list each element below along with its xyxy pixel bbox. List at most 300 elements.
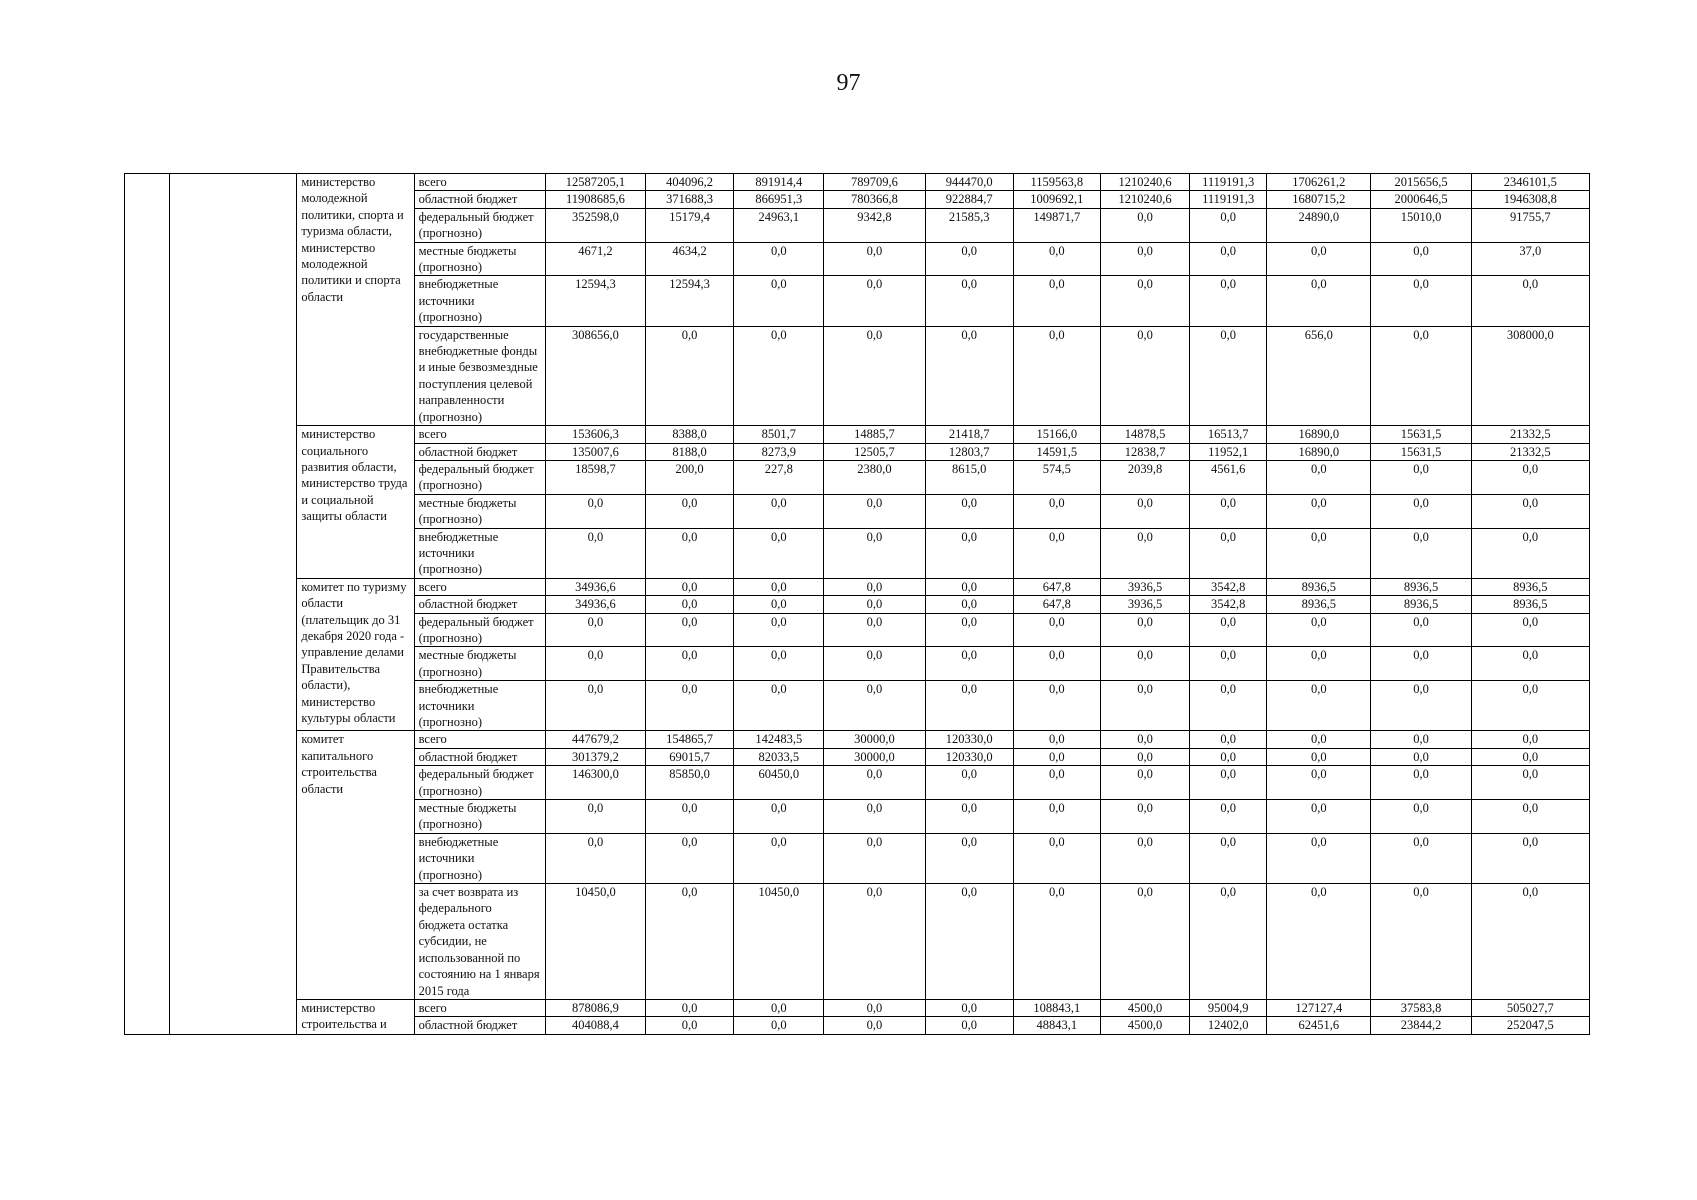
year-value-cell: 154865,7 (646, 731, 734, 748)
year-value-cell: 0,0 (1190, 276, 1267, 326)
funding-source-cell: областной бюджет (414, 748, 545, 765)
total-value-cell: 0,0 (545, 613, 645, 647)
year-value-cell: 21332,5 (1471, 443, 1589, 460)
year-value-cell: 0,0 (734, 528, 824, 578)
year-value-cell: 227,8 (734, 460, 824, 494)
total-value-cell: 34936,6 (545, 578, 645, 595)
year-value-cell: 0,0 (925, 999, 1013, 1016)
year-value-cell: 0,0 (1190, 647, 1267, 681)
year-value-cell: 371688,3 (646, 191, 734, 208)
total-value-cell: 12594,3 (545, 276, 645, 326)
total-value-cell: 0,0 (545, 528, 645, 578)
year-value-cell: 0,0 (1471, 748, 1589, 765)
year-value-cell: 0,0 (824, 884, 925, 1000)
year-value-cell: 0,0 (1371, 242, 1471, 276)
year-value-cell: 0,0 (1471, 766, 1589, 800)
year-value-cell: 8936,5 (1371, 578, 1471, 595)
year-value-cell: 0,0 (824, 833, 925, 883)
year-value-cell: 0,0 (1013, 833, 1100, 883)
year-value-cell: 789709,6 (824, 174, 925, 191)
year-value-cell: 0,0 (1190, 528, 1267, 578)
year-value-cell: 0,0 (1371, 613, 1471, 647)
year-value-cell: 0,0 (734, 596, 824, 613)
year-value-cell: 0,0 (1267, 748, 1371, 765)
year-value-cell: 15166,0 (1013, 426, 1100, 443)
year-value-cell: 0,0 (824, 647, 925, 681)
total-value-cell: 0,0 (545, 681, 645, 731)
funding-source-cell: всего (414, 426, 545, 443)
year-value-cell: 0,0 (1013, 647, 1100, 681)
year-value-cell: 8615,0 (925, 460, 1013, 494)
year-value-cell: 574,5 (1013, 460, 1100, 494)
year-value-cell: 0,0 (734, 647, 824, 681)
year-value-cell: 647,8 (1013, 578, 1100, 595)
year-value-cell: 62451,6 (1267, 1017, 1371, 1034)
year-value-cell: 0,0 (1267, 800, 1371, 834)
table-row (125, 578, 1590, 595)
funding-source-cell: местные бюджеты (прогнозно) (414, 242, 545, 276)
year-value-cell: 24890,0 (1267, 208, 1371, 242)
funding-source-cell: государственные внебюджетные фонды и иные безвозмездные поступления целевой направленности (прогнозно) (414, 326, 545, 425)
year-value-cell: 21585,3 (925, 208, 1013, 242)
year-value-cell: 108843,1 (1013, 999, 1100, 1016)
year-value-cell: 14878,5 (1100, 426, 1189, 443)
year-value-cell: 2000646,5 (1371, 191, 1471, 208)
funding-source-cell: федеральный бюджет (прогнозно) (414, 460, 545, 494)
year-value-cell: 0,0 (734, 276, 824, 326)
total-value-cell: 404088,4 (545, 1017, 645, 1034)
year-value-cell: 0,0 (646, 833, 734, 883)
year-value-cell: 0,0 (1190, 326, 1267, 425)
year-value-cell: 21332,5 (1471, 426, 1589, 443)
year-value-cell: 69015,7 (646, 748, 734, 765)
year-value-cell: 0,0 (1267, 242, 1371, 276)
year-value-cell: 0,0 (925, 766, 1013, 800)
year-value-cell: 120330,0 (925, 748, 1013, 765)
year-value-cell: 0,0 (646, 800, 734, 834)
table-body (125, 174, 1590, 1035)
year-value-cell: 1159563,8 (1013, 174, 1100, 191)
year-value-cell: 0,0 (925, 276, 1013, 326)
funding-source-cell: внебюджетные источники (прогнозно) (414, 681, 545, 731)
year-value-cell: 0,0 (1100, 647, 1189, 681)
year-value-cell: 647,8 (1013, 596, 1100, 613)
year-value-cell: 21418,7 (925, 426, 1013, 443)
year-value-cell: 0,0 (1471, 884, 1589, 1000)
year-value-cell: 4500,0 (1100, 1017, 1189, 1034)
year-value-cell: 0,0 (824, 276, 925, 326)
year-value-cell: 0,0 (1190, 242, 1267, 276)
year-value-cell: 0,0 (925, 681, 1013, 731)
year-value-cell: 0,0 (1267, 647, 1371, 681)
year-value-cell: 15179,4 (646, 208, 734, 242)
year-value-cell: 0,0 (646, 681, 734, 731)
year-value-cell: 0,0 (646, 326, 734, 425)
year-value-cell: 0,0 (824, 528, 925, 578)
funding-source-cell: областной бюджет (414, 1017, 545, 1034)
year-value-cell: 308000,0 (1471, 326, 1589, 425)
year-value-cell: 0,0 (646, 596, 734, 613)
year-value-cell: 30000,0 (824, 731, 925, 748)
total-value-cell: 301379,2 (545, 748, 645, 765)
total-value-cell: 4671,2 (545, 242, 645, 276)
year-value-cell: 0,0 (734, 800, 824, 834)
year-value-cell: 11952,1 (1190, 443, 1267, 460)
year-value-cell: 0,0 (824, 242, 925, 276)
year-value-cell: 8936,5 (1267, 578, 1371, 595)
year-value-cell: 2380,0 (824, 460, 925, 494)
year-value-cell: 0,0 (1100, 242, 1189, 276)
year-value-cell: 0,0 (925, 800, 1013, 834)
year-value-cell: 149871,7 (1013, 208, 1100, 242)
year-value-cell: 0,0 (734, 578, 824, 595)
year-value-cell: 404096,2 (646, 174, 734, 191)
year-value-cell: 0,0 (1100, 613, 1189, 647)
year-value-cell: 8188,0 (646, 443, 734, 460)
year-value-cell: 0,0 (1267, 494, 1371, 528)
year-value-cell: 0,0 (824, 800, 925, 834)
year-value-cell: 0,0 (1371, 766, 1471, 800)
year-value-cell: 0,0 (824, 494, 925, 528)
total-value-cell: 135007,6 (545, 443, 645, 460)
year-value-cell: 0,0 (1471, 460, 1589, 494)
year-value-cell: 0,0 (1013, 276, 1100, 326)
executor-cell: министерство строительства и (297, 999, 414, 1034)
year-value-cell: 0,0 (824, 766, 925, 800)
year-value-cell: 0,0 (646, 647, 734, 681)
year-value-cell: 0,0 (1471, 528, 1589, 578)
year-value-cell: 200,0 (646, 460, 734, 494)
year-value-cell: 16890,0 (1267, 426, 1371, 443)
year-value-cell: 8936,5 (1471, 596, 1589, 613)
year-value-cell: 0,0 (1100, 276, 1189, 326)
year-value-cell: 0,0 (1471, 494, 1589, 528)
year-value-cell: 0,0 (1100, 884, 1189, 1000)
year-value-cell: 0,0 (1371, 731, 1471, 748)
total-value-cell: 18598,7 (545, 460, 645, 494)
year-value-cell: 8936,5 (1471, 578, 1589, 595)
year-value-cell: 120330,0 (925, 731, 1013, 748)
year-value-cell: 0,0 (824, 1017, 925, 1034)
year-value-cell: 0,0 (646, 999, 734, 1016)
year-value-cell: 0,0 (1371, 460, 1471, 494)
year-value-cell: 4500,0 (1100, 999, 1189, 1016)
funding-source-cell: за счет возврата из федерального бюджета остатка субсидии, не использованной по состоянию на 1 января 2015 года (414, 884, 545, 1000)
year-value-cell: 14885,7 (824, 426, 925, 443)
year-value-cell: 0,0 (646, 528, 734, 578)
year-value-cell: 0,0 (1471, 647, 1589, 681)
year-value-cell: 0,0 (1190, 681, 1267, 731)
year-value-cell: 0,0 (1013, 681, 1100, 731)
year-value-cell: 95004,9 (1190, 999, 1267, 1016)
year-value-cell: 12505,7 (824, 443, 925, 460)
year-value-cell: 0,0 (1013, 884, 1100, 1000)
year-value-cell: 922884,7 (925, 191, 1013, 208)
year-value-cell: 142483,5 (734, 731, 824, 748)
year-value-cell: 1119191,3 (1190, 174, 1267, 191)
year-value-cell: 0,0 (1371, 748, 1471, 765)
year-value-cell: 0,0 (646, 884, 734, 1000)
year-value-cell: 2346101,5 (1471, 174, 1589, 191)
total-value-cell: 146300,0 (545, 766, 645, 800)
row-number-cell (125, 174, 170, 1035)
year-value-cell: 12594,3 (646, 276, 734, 326)
year-value-cell: 37583,8 (1371, 999, 1471, 1016)
year-value-cell: 12402,0 (1190, 1017, 1267, 1034)
year-value-cell: 0,0 (925, 326, 1013, 425)
year-value-cell: 0,0 (1471, 613, 1589, 647)
year-value-cell: 944470,0 (925, 174, 1013, 191)
year-value-cell: 0,0 (734, 681, 824, 731)
year-value-cell: 0,0 (734, 494, 824, 528)
year-value-cell: 0,0 (734, 326, 824, 425)
funding-source-cell: местные бюджеты (прогнозно) (414, 647, 545, 681)
year-value-cell: 4561,6 (1190, 460, 1267, 494)
year-value-cell: 15631,5 (1371, 426, 1471, 443)
year-value-cell: 0,0 (1190, 766, 1267, 800)
year-value-cell: 0,0 (925, 647, 1013, 681)
executor-cell: комитет по туризму области (плательщик до 31 декабря 2020 года - управление делами Правительства области), министерство культуры области (297, 578, 414, 731)
year-value-cell: 4634,2 (646, 242, 734, 276)
total-value-cell: 352598,0 (545, 208, 645, 242)
funding-source-cell: всего (414, 999, 545, 1016)
year-value-cell: 3936,5 (1100, 596, 1189, 613)
year-value-cell: 0,0 (1471, 276, 1589, 326)
year-value-cell: 0,0 (734, 613, 824, 647)
year-value-cell: 0,0 (1267, 833, 1371, 883)
year-value-cell: 0,0 (1013, 731, 1100, 748)
table-row (125, 999, 1590, 1016)
funding-source-cell: местные бюджеты (прогнозно) (414, 800, 545, 834)
year-value-cell: 0,0 (1267, 766, 1371, 800)
year-value-cell: 0,0 (1267, 884, 1371, 1000)
year-value-cell: 0,0 (1100, 528, 1189, 578)
year-value-cell: 0,0 (1267, 613, 1371, 647)
total-value-cell: 34936,6 (545, 596, 645, 613)
year-value-cell: 0,0 (1100, 833, 1189, 883)
year-value-cell: 10450,0 (734, 884, 824, 1000)
year-value-cell: 3542,8 (1190, 596, 1267, 613)
year-value-cell: 0,0 (1471, 800, 1589, 834)
funding-source-cell: внебюджетные источники (прогнозно) (414, 833, 545, 883)
year-value-cell: 0,0 (1267, 460, 1371, 494)
total-value-cell: 0,0 (545, 647, 645, 681)
year-value-cell: 0,0 (1371, 681, 1471, 731)
year-value-cell: 0,0 (1190, 800, 1267, 834)
year-value-cell: 0,0 (1100, 731, 1189, 748)
total-value-cell: 308656,0 (545, 326, 645, 425)
year-value-cell: 48843,1 (1013, 1017, 1100, 1034)
year-value-cell: 0,0 (1100, 494, 1189, 528)
year-value-cell: 0,0 (646, 613, 734, 647)
total-value-cell: 12587205,1 (545, 174, 645, 191)
year-value-cell: 505027,7 (1471, 999, 1589, 1016)
year-value-cell: 8388,0 (646, 426, 734, 443)
year-value-cell: 656,0 (1267, 326, 1371, 425)
year-value-cell: 1706261,2 (1267, 174, 1371, 191)
year-value-cell: 15631,5 (1371, 443, 1471, 460)
measure-name-cell (170, 174, 297, 1035)
year-value-cell: 1009692,1 (1013, 191, 1100, 208)
total-value-cell: 10450,0 (545, 884, 645, 1000)
year-value-cell: 0,0 (1013, 494, 1100, 528)
year-value-cell: 0,0 (925, 613, 1013, 647)
year-value-cell: 0,0 (1267, 276, 1371, 326)
year-value-cell: 0,0 (1267, 681, 1371, 731)
table-row (125, 731, 1590, 748)
year-value-cell: 0,0 (1371, 800, 1471, 834)
year-value-cell: 0,0 (1100, 326, 1189, 425)
year-value-cell: 0,0 (925, 578, 1013, 595)
year-value-cell: 0,0 (824, 999, 925, 1016)
year-value-cell: 37,0 (1471, 242, 1589, 276)
year-value-cell: 8936,5 (1267, 596, 1371, 613)
year-value-cell: 0,0 (734, 242, 824, 276)
year-value-cell: 0,0 (1371, 326, 1471, 425)
total-value-cell: 447679,2 (545, 731, 645, 748)
total-value-cell: 0,0 (545, 494, 645, 528)
year-value-cell: 0,0 (1471, 833, 1589, 883)
funding-source-cell: всего (414, 174, 545, 191)
year-value-cell: 891914,4 (734, 174, 824, 191)
year-value-cell: 9342,8 (824, 208, 925, 242)
funding-source-cell: внебюджетные источники (прогнозно) (414, 528, 545, 578)
funding-source-cell: внебюджетные источники (прогнозно) (414, 276, 545, 326)
year-value-cell: 1210240,6 (1100, 174, 1189, 191)
year-value-cell: 0,0 (925, 494, 1013, 528)
year-value-cell: 0,0 (1100, 208, 1189, 242)
year-value-cell: 2015656,5 (1371, 174, 1471, 191)
year-value-cell: 0,0 (1371, 528, 1471, 578)
year-value-cell: 1680715,2 (1267, 191, 1371, 208)
year-value-cell: 2039,8 (1100, 460, 1189, 494)
year-value-cell: 8936,5 (1371, 596, 1471, 613)
budget-table (124, 173, 1590, 1035)
year-value-cell: 12803,7 (925, 443, 1013, 460)
table-row (125, 426, 1590, 443)
year-value-cell: 0,0 (925, 528, 1013, 578)
year-value-cell: 0,0 (1190, 494, 1267, 528)
year-value-cell: 0,0 (1013, 613, 1100, 647)
year-value-cell: 0,0 (1100, 748, 1189, 765)
year-value-cell: 0,0 (1100, 681, 1189, 731)
year-value-cell: 16513,7 (1190, 426, 1267, 443)
year-value-cell: 0,0 (824, 578, 925, 595)
year-value-cell: 0,0 (824, 613, 925, 647)
year-value-cell: 23844,2 (1371, 1017, 1471, 1034)
year-value-cell: 0,0 (734, 833, 824, 883)
year-value-cell: 0,0 (1190, 731, 1267, 748)
year-value-cell: 252047,5 (1471, 1017, 1589, 1034)
funding-source-cell: областной бюджет (414, 191, 545, 208)
funding-source-cell: областной бюджет (414, 443, 545, 460)
year-value-cell: 0,0 (646, 494, 734, 528)
year-value-cell: 0,0 (1100, 800, 1189, 834)
year-value-cell: 0,0 (824, 596, 925, 613)
funding-source-cell: всего (414, 731, 545, 748)
year-value-cell: 0,0 (1267, 731, 1371, 748)
year-value-cell: 12838,7 (1100, 443, 1189, 460)
year-value-cell: 0,0 (1013, 800, 1100, 834)
year-value-cell: 0,0 (1013, 766, 1100, 800)
year-value-cell: 0,0 (925, 596, 1013, 613)
year-value-cell: 0,0 (925, 1017, 1013, 1034)
year-value-cell: 0,0 (1190, 884, 1267, 1000)
year-value-cell: 0,0 (1371, 494, 1471, 528)
year-value-cell: 14591,5 (1013, 443, 1100, 460)
year-value-cell: 0,0 (1371, 884, 1471, 1000)
year-value-cell: 15010,0 (1371, 208, 1471, 242)
table-row (125, 174, 1590, 191)
total-value-cell: 153606,3 (545, 426, 645, 443)
year-value-cell: 0,0 (734, 1017, 824, 1034)
total-value-cell: 0,0 (545, 833, 645, 883)
year-value-cell: 0,0 (1190, 833, 1267, 883)
year-value-cell: 0,0 (1471, 681, 1589, 731)
year-value-cell: 3936,5 (1100, 578, 1189, 595)
year-value-cell: 85850,0 (646, 766, 734, 800)
page-number: 97 (836, 70, 861, 96)
funding-source-cell: местные бюджеты (прогнозно) (414, 494, 545, 528)
year-value-cell: 780366,8 (824, 191, 925, 208)
year-value-cell: 0,0 (1013, 242, 1100, 276)
year-value-cell: 60450,0 (734, 766, 824, 800)
year-value-cell: 0,0 (1013, 326, 1100, 425)
executor-cell: комитет капитального строительства области (297, 731, 414, 1000)
total-value-cell: 0,0 (545, 800, 645, 834)
year-value-cell: 0,0 (1190, 748, 1267, 765)
year-value-cell: 82033,5 (734, 748, 824, 765)
year-value-cell: 0,0 (1190, 613, 1267, 647)
year-value-cell: 0,0 (1013, 748, 1100, 765)
year-value-cell: 0,0 (925, 242, 1013, 276)
year-value-cell: 0,0 (824, 681, 925, 731)
year-value-cell: 0,0 (824, 326, 925, 425)
year-value-cell: 0,0 (925, 833, 1013, 883)
funding-source-cell: федеральный бюджет (прогнозно) (414, 766, 545, 800)
year-value-cell: 127127,4 (1267, 999, 1371, 1016)
year-value-cell: 3542,8 (1190, 578, 1267, 595)
executor-cell: министерство социального развития области, министерство труда и социальной защиты области (297, 426, 414, 579)
funding-source-cell: федеральный бюджет (прогнозно) (414, 208, 545, 242)
total-value-cell: 11908685,6 (545, 191, 645, 208)
year-value-cell: 30000,0 (824, 748, 925, 765)
year-value-cell: 0,0 (1371, 647, 1471, 681)
funding-source-cell: всего (414, 578, 545, 595)
year-value-cell: 16890,0 (1267, 443, 1371, 460)
year-value-cell: 866951,3 (734, 191, 824, 208)
year-value-cell: 24963,1 (734, 208, 824, 242)
year-value-cell: 1119191,3 (1190, 191, 1267, 208)
year-value-cell: 8273,9 (734, 443, 824, 460)
year-value-cell: 0,0 (1190, 208, 1267, 242)
year-value-cell: 0,0 (1100, 766, 1189, 800)
year-value-cell: 0,0 (646, 1017, 734, 1034)
year-value-cell: 0,0 (646, 578, 734, 595)
year-value-cell: 1946308,8 (1471, 191, 1589, 208)
year-value-cell: 8501,7 (734, 426, 824, 443)
year-value-cell: 91755,7 (1471, 208, 1589, 242)
year-value-cell: 0,0 (1371, 833, 1471, 883)
executor-cell: министерство молодежной политики, спорта и туризма области, министерство молодежной политики и спорта области (297, 174, 414, 426)
year-value-cell: 0,0 (925, 884, 1013, 1000)
year-value-cell: 0,0 (1267, 528, 1371, 578)
funding-source-cell: областной бюджет (414, 596, 545, 613)
year-value-cell: 1210240,6 (1100, 191, 1189, 208)
year-value-cell: 0,0 (1013, 528, 1100, 578)
year-value-cell: 0,0 (734, 999, 824, 1016)
year-value-cell: 0,0 (1471, 731, 1589, 748)
